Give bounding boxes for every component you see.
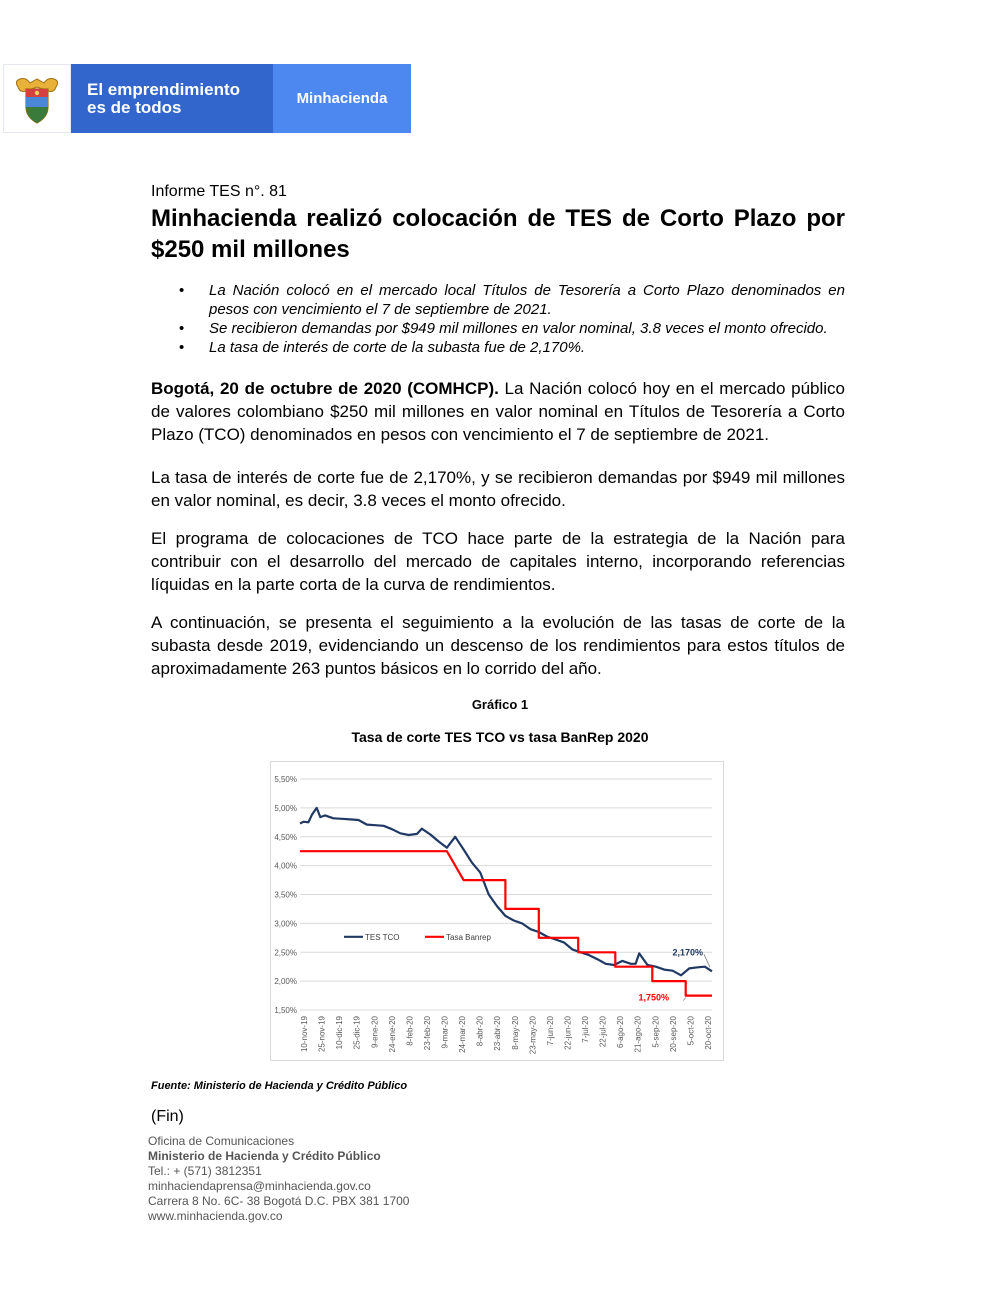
y-tick-label: 2,50% [274,948,297,958]
x-tick-label: 22-jul-20 [598,1016,608,1048]
slogan-line-1: El emprendimiento [87,79,241,99]
bullet-item: • Se recibieron demandas por $949 mil millones en valor nominal, 3.8 veces el monto ofrecido. [151,319,845,338]
summary-bullets [151,281,845,357]
x-tick-label: 7-jul-20 [581,1016,591,1043]
x-tick-label: 22-jun-20 [563,1016,573,1050]
x-tick-label: 7-jun-20 [545,1016,555,1046]
y-tick-label: 5,50% [274,775,297,784]
footer-website[interactable]: www.minhacienda.gov.co [148,1209,283,1223]
footer-phone: Tel.: + (571) 3812351 [148,1164,262,1178]
paragraph-2: La tasa de interés de corte fue de 2,170%, y se recibieron demandas por $949 mil millones en valor nominal, es decir, 3.8 veces el monto ofrecido. [151,468,845,510]
x-tick-label: 9-mar-20 [440,1016,450,1049]
bullet-item: • La Nación colocó en el mercado local Títulos de Tesorería a Corto Plazo denominados en pesos con vencimiento el 7 de septiembre de 2021. [151,281,845,319]
legend-label: TES TCO [365,932,400,942]
y-tick-label: 1,50% [274,1006,297,1015]
x-tick-label: 8-feb-20 [405,1016,415,1046]
x-tick-label: 25-dic-19 [352,1016,362,1050]
paragraph-lead-body: La Nación colocó hoy en el mercado público de valores colombiano $250 mil millones en valor nominal en Títulos de Tesorería a Corto Plazo (TCO) denominados en pesos con vencimiento el 7 de septiembre de 2021. [151,379,845,444]
paragraph-lead [151,377,845,446]
y-tick-label: 3,00% [274,919,297,929]
contact-footer [148,1134,409,1224]
x-tick-label: 20-sep-20 [668,1016,678,1053]
y-tick-label: 2,00% [274,977,297,987]
x-tick-label: 24-mar-20 [458,1016,468,1053]
x-tick-label: 10-dic-19 [335,1016,345,1050]
footer-address: Carrera 8 No. 6C- 38 Bogotá D.C. PBX 381 1700 [148,1194,410,1208]
figure-title: Tasa de corte TES TCO vs tasa BanRep 2020 [351,729,649,745]
x-tick-label: 25-nov-19 [317,1016,327,1053]
footer-ministry: Ministerio de Hacienda y Crédito Público [148,1149,381,1163]
x-tick-label: 23-abr-20 [493,1016,503,1051]
x-tick-label: 9-ene-20 [370,1016,380,1049]
footer-email[interactable]: minhaciendaprensa@minhacienda.gov.co [148,1179,371,1193]
annotation-banrep: 1,750% [638,992,670,1003]
figure-source: Fuente: Ministerio de Hacienda y Crédito Público [151,1080,408,1092]
slogan-line-2: es de todos [87,97,182,117]
y-tick-label: 4,50% [274,832,297,842]
coat-of-arms-logo [3,64,71,133]
x-tick-label: 8-may-20 [510,1016,520,1050]
annotation-leader [704,954,710,967]
brand-name: Minhacienda [273,64,411,133]
slogan [71,64,273,133]
x-tick-label: 5-sep-20 [651,1016,661,1048]
page-title: Minhacienda realizó colocación de TES de Corto Plazo por $250 mil millones [151,205,845,263]
rate-chart [270,761,724,1061]
y-tick-label: 5,00% [274,803,297,813]
footer-office: Oficina de Comunicaciones [148,1134,295,1148]
x-tick-label: 20-oct-20 [704,1016,713,1050]
shield-icon [14,73,60,125]
y-tick-label: 3,50% [274,890,297,900]
end-marker: (Fin) [151,1108,184,1125]
bullet-item: • La tasa de interés de corte de la subasta fue de 2,170%. [151,338,845,357]
paragraph-4: A continuación, se presenta el seguimiento a la evolución de las tasas de corte de la subasta desde 2019, evidenciando un descenso de los rendimientos para estos títulos de aproximadamente 263 puntos básicos en lo corrido del año. [151,613,845,678]
x-tick-label: 23-feb-20 [422,1016,432,1051]
header-banner [3,64,411,133]
annotation-leader [683,998,685,1001]
figure-number: Gráfico 1 [471,697,529,712]
dateline: Bogotá, 20 de octubre de 2020 (COMHCP). [151,379,499,398]
x-tick-label: 10-nov-19 [300,1016,309,1053]
x-tick-label: 6-ago-20 [616,1016,626,1049]
x-tick-label: 8-abr-20 [475,1016,485,1047]
x-tick-label: 23-may-20 [528,1016,538,1055]
rate-chart-svg [271,762,725,1062]
x-tick-label: 24-ene-20 [387,1016,397,1053]
annotation-tes-tco: 2,170% [672,947,703,958]
y-tick-label: 4,00% [274,861,297,871]
report-number: Informe TES n°. 81 [151,183,287,200]
legend-label: Tasa Banrep [446,932,491,942]
x-tick-label: 5-oct-20 [686,1016,696,1046]
x-tick-label: 21-ago-20 [633,1016,643,1053]
paragraph-3: El programa de colocaciones de TCO hace parte de la estrategia de la Nación para contribuir con el desarrollo del mercado de capitales interno, incorporando referencias líquidas en la parte corta de la curva de rendimientos. [151,529,845,594]
